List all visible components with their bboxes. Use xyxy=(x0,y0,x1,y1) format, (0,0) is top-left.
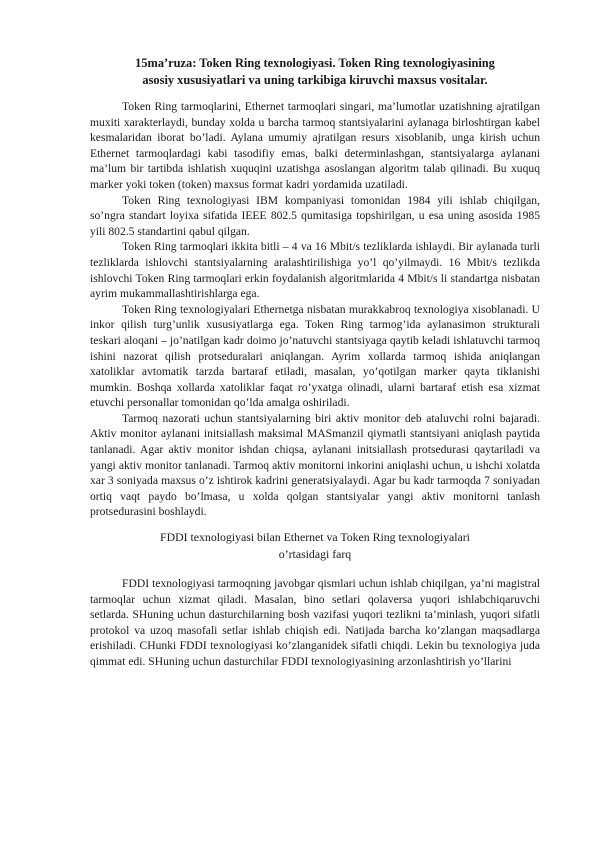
paragraph: Token Ring tarmoqlarini, Ethernet tarmoqlari singari, ma’lumotlar uzatishning ajratilgan muxiti xarakterlaydi, bunday xolda u barcha tarmoq stantsiyalarini aylanaga birloshtirgan kabel kesmalaridan iborat bo’ladi. Aylana umumiy ajratilgan resurs xisoblanib, unga kirish uchun Ethernet tarmoqlardagi kabi tasodifiy emas, balki determinlashgan, stantsiyalarga aylanani ma’lum bir tartibda ishlatish xuquqini uzatishga asoslangan algoritm talab qilinadi. Bu xuquq marker yoki token (token) maxsus format kadri yordamida uzatiladi. xyxy=(90,100,540,191)
title-line-1: 15ma’ruza: Token Ring texnologiyasi. Token Ring texnologiyasining xyxy=(135,56,495,70)
paragraph: Token Ring texnologiyalari Ethernetga nisbatan murakkabroq texnologiya xisoblanadi. U inkor qilish turg’unlik xususiyatlarga ega. Token Ring tarmog’ida aylanasimon strukturali teskari aloqani – jo’natilgan kadr doimo jo’natuvchi stantsiyaga qaytib keladi ishlatuvchi tarmoq ishini nazorat qilish protseduralari aniqlangan. Ayrim xollarda tarmoq ishida aniqlangan xatoliklar avtomatik tarzda bartaraf etiladi, masalan, yo’qotilgan marker qayta tiklanishi mumkin. Boshqa xollarda xatoliklar faqat ro’yxatga olinadi, ularni bartaraf etish esa xizmat etuvchi personallar tomonidan qo’lda amalga oshiriladi. xyxy=(90,302,540,410)
section-heading-line-1: FDDI texnologiyasi bilan Ethernet va Token Ring texnologiyalari xyxy=(160,530,470,545)
paragraph: FDDI texnologiyasi tarmoqning javobgar qismlari uchun ishlab chiqilgan, ya’ni magistral tarmoqlar uchun xizmat qiladi. Masalan, bino setlari qolaversa yuqori ishlabchiqaruvchi setlarda. SHuning uchun dasturchilarning bosh vazifasi yuqori tezlikni ta’minlash, yuqori sifatli protokol va uzoq masofali setlar ishlab chiqish edi. Natijada barcha ko’zlangan maqsadlarga erishiladi. CHunki FDDI texnologiyasi ko’zlanganidek sifatli chiqdi. Lekin bu texnologiya juda qimmat edi. SHuning uchun dasturchilar FDDI texnologiyasining arzonlashtirish yo’llarini xyxy=(90,577,540,668)
paragraph: Tarmoq nazorati uchun stantsiyalarning biri aktiv monitor deb ataluvchi rolni bajaradi. Aktiv monitor aylanani initsiallash maksimal MASmanzil qiymatli stantsiyani aniqlash paytida tanlanadi. Agar aktiv monitor ishdan chiqsa, aylanani initsiallash protsedurasi qaytariladi va yangi aktiv monitor tanlanadi. Tarmoq aktiv monitorni inkorini aniqlashi uchun, u ishchi xolatda xar 3 soniyada maxsus o’z ishtirok kadrini generatsiyalaydi. Agar bu kadr tarmoqda 7 soniyadan ortiq vaqt paydo bo’lmasa, u xolda qolgan stantsiyalar yangi aktiv monitorni tanlash protsedurasini boshlaydi. xyxy=(90,411,540,519)
section-heading xyxy=(90,529,540,563)
section-heading-line-2: o’rtasidagi farq xyxy=(278,547,352,562)
document-title xyxy=(90,55,540,89)
paragraph: Token Ring tarmoqlari ikkita bitli – 4 va 16 Mbit/s tezliklarda ishlaydi. Bir aylanada turli tezliklarda ishlovchi stantsiyalarning aralashtirilishiga yo’l qo’yilmaydi. 16 Mbit/s tezlikda ishlovchi Token Ring tarmoqlari erkin foydalanish algoritmlarida 4 Mbit/s li standartga nisbatan ayrim mukammallashtirishlarga ega. xyxy=(90,240,540,301)
paragraph: Token Ring texnologiyasi IBM kompaniyasi tomonidan 1984 yili ishlab chiqilgan, so’ngra standart loyixa sifatida IEEE 802.5 qumitasiga topshirilgan, u esa uning asosida 1985 yili 802.5 standartini qabul qilgan. xyxy=(90,193,540,238)
title-line-2: asosiy xususiyatlari va uning tarkibiga kiruvchi maxsus vositalar. xyxy=(142,73,488,87)
